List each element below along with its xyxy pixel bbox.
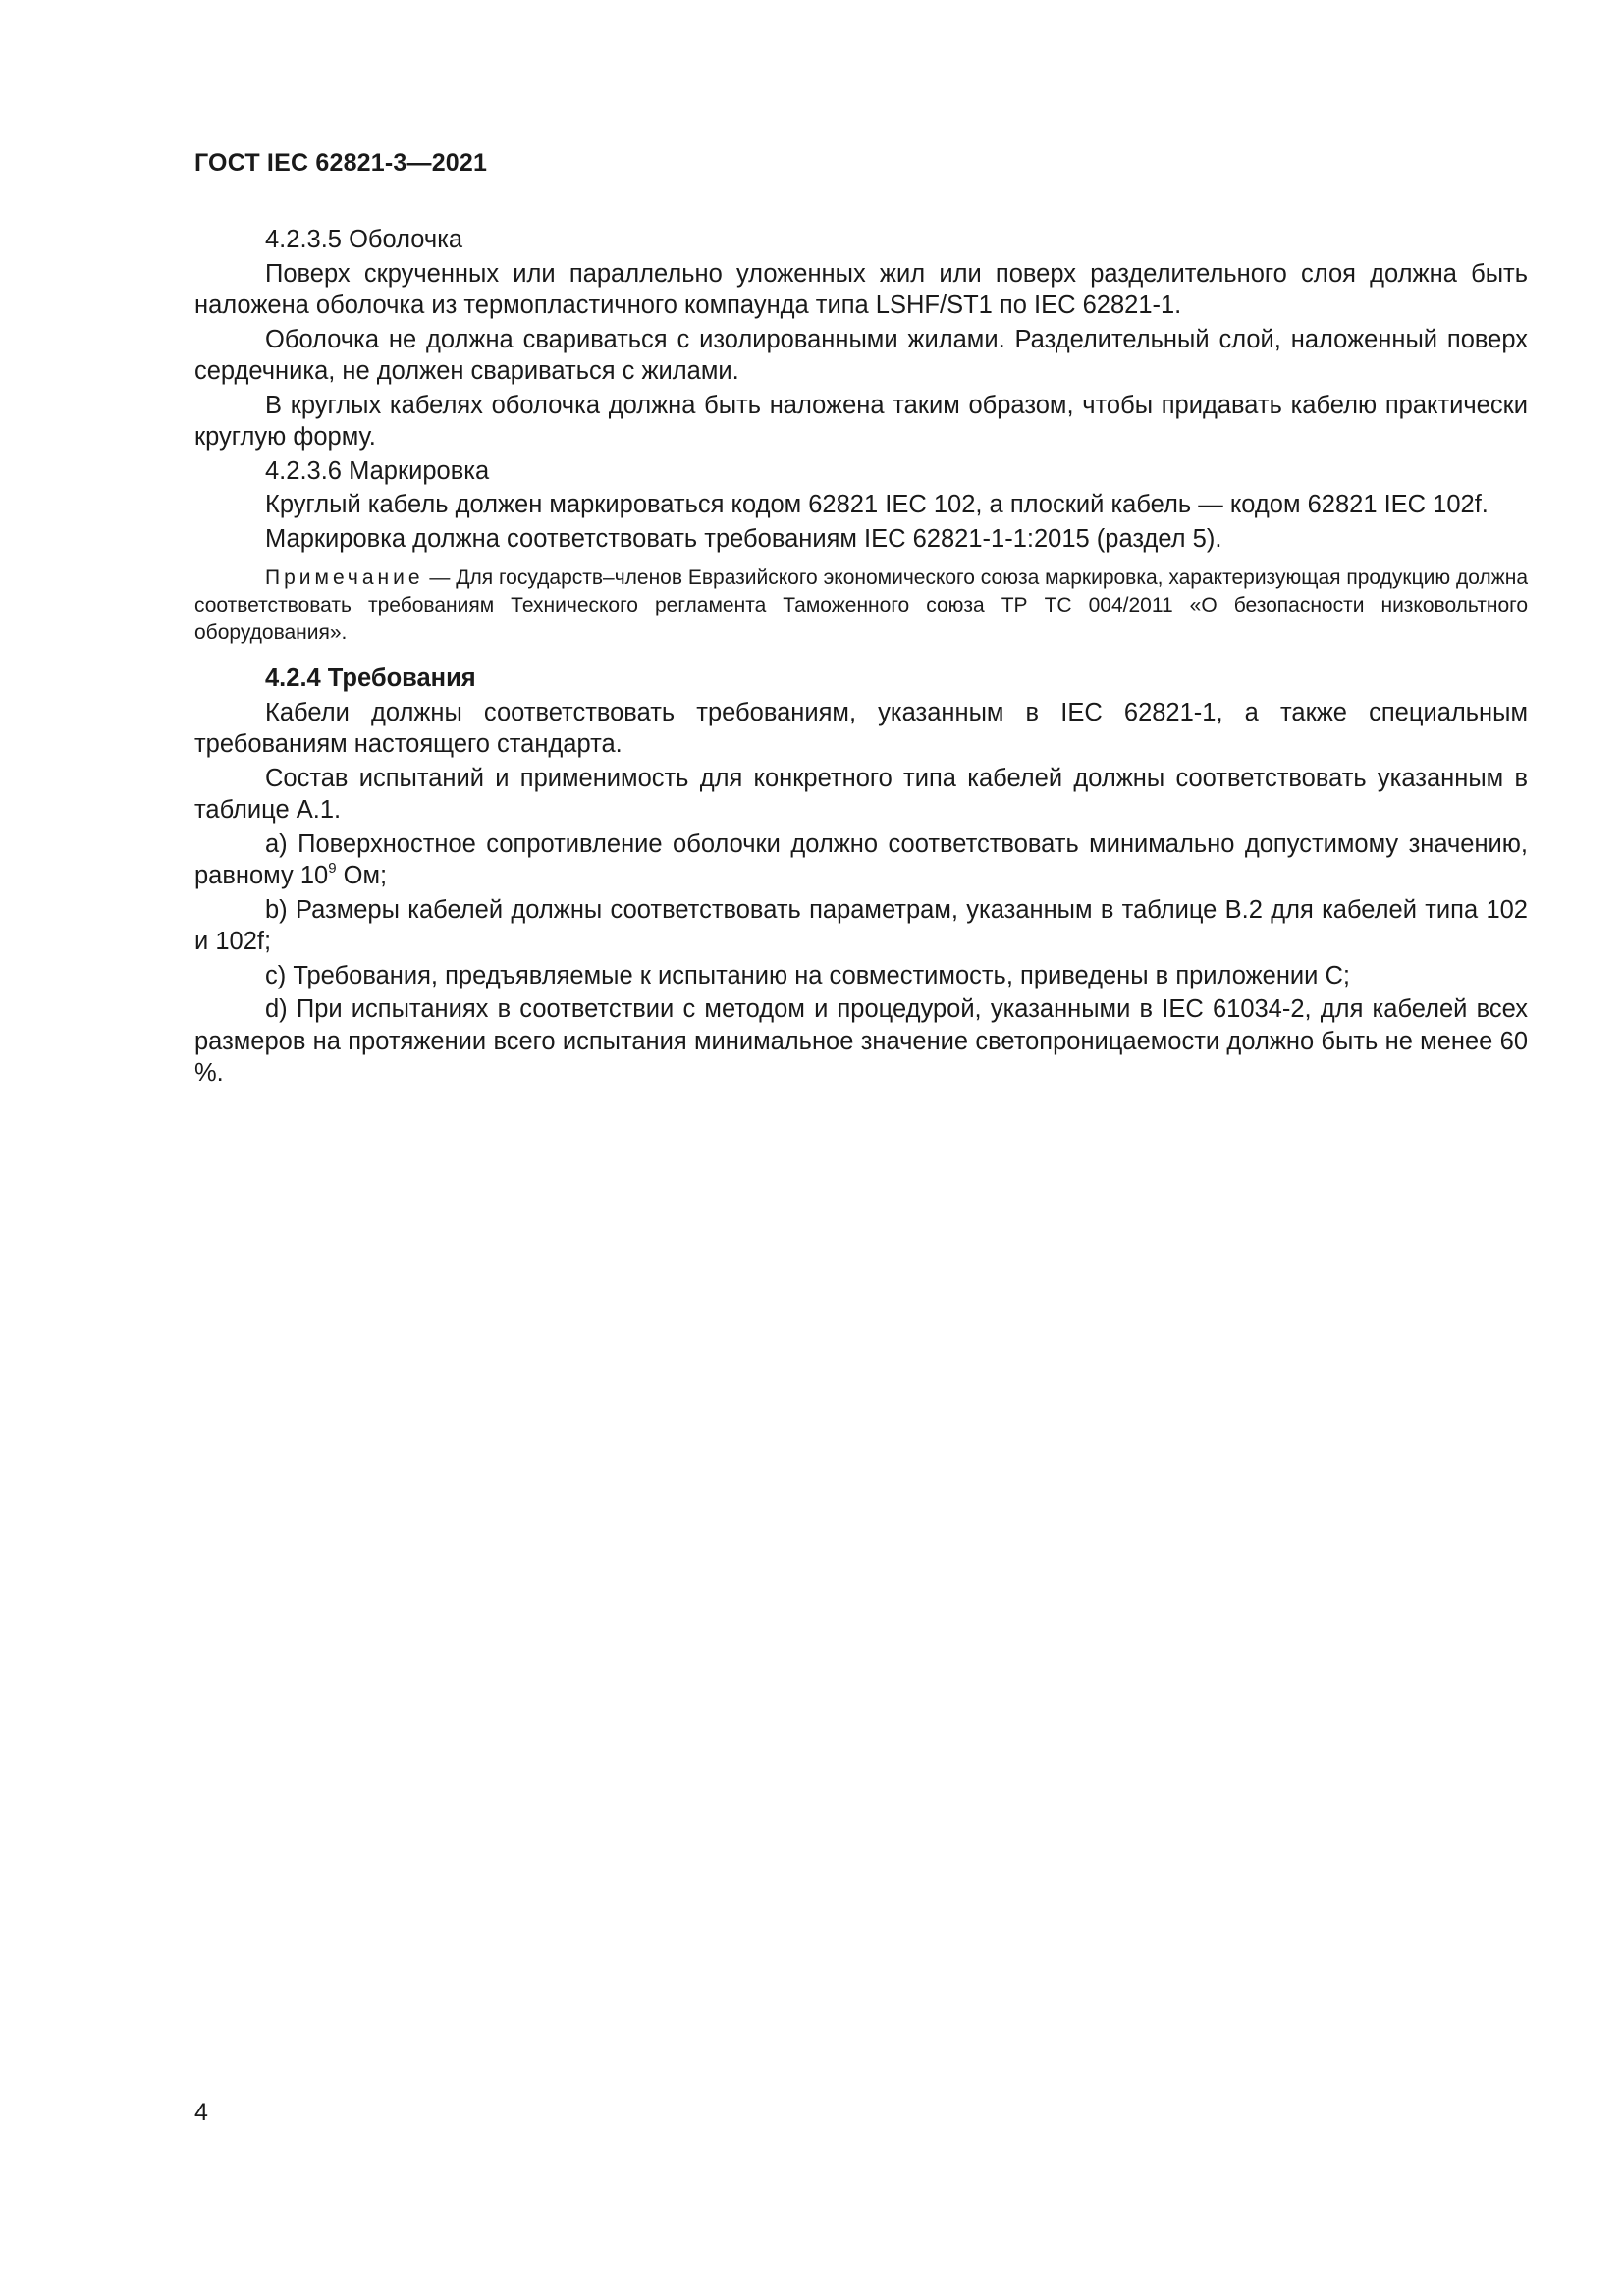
requirement-item-b: b) Размеры кабелей должны соответствовать параметрам, указанным в таблице В.2 для кабелей типа 102 и 102f; — [194, 895, 1528, 955]
section-4-2-3-6-paragraph-1: Круглый кабель должен маркироваться кодом 62821 IEC 102, а плоский кабель — кодом 62821 IEC 102f. — [265, 491, 1489, 518]
section-4-2-3-5-title: 4.2.3.5 Оболочка — [265, 226, 463, 253]
section-4-2-4-paragraph-2: Состав испытаний и применимость для конкретного типа кабелей должны соответствовать указанным в таблице А.1. — [194, 764, 1528, 824]
note-block — [194, 564, 1528, 647]
requirement-item-d: d) При испытаниях в соответствии с методом и процедурой, указанными в IEC 61034-2, для кабелей всех размеров на протяжении всего испытания минимальное значение светопроницаемости должно быть не менее 60 %. — [194, 995, 1528, 1087]
requirement-item-a-text: a) Поверхностное сопротивление оболочки должно соответствовать минимально допустимому значению, равному 10 — [194, 829, 1528, 889]
page-number: 4 — [194, 2099, 208, 2126]
page-header-standard-code: ГОСТ IEC 62821-3—2021 — [194, 149, 488, 177]
requirement-item-c: c) Требования, предъявляемые к испытанию на совместимость, приведены в приложении С; — [265, 961, 1351, 989]
section-4-2-3-5-paragraph-2: Оболочка не должна свариваться с изолированными жилами. Разделительный слой, наложенный поверх сердечника, не должен свариваться с жилами. — [194, 325, 1528, 385]
document-body — [194, 224, 1528, 1092]
note-text: — Для государств–членов Евразийского экономического союза маркировка, характеризующая продукцию должна соответствовать требованиям Технического регламента Таможенного союза ТР ТС 004/2011 «О безопасности низковольтного оборудования». — [194, 566, 1528, 644]
section-4-2-4-title: 4.2.4 Требования — [265, 665, 476, 692]
section-4-2-3-6-paragraph-2: Маркировка должна соответствовать требованиям IEC 62821-1-1:2015 (раздел 5). — [265, 524, 1222, 553]
section-4-2-3-6-title: 4.2.3.6 Маркировка — [265, 456, 490, 485]
section-4-2-3-5-paragraph-3: В круглых кабелях оболочка должна быть наложена таким образом, чтобы придавать кабелю практически круглую форму. — [194, 391, 1528, 451]
requirement-item-a-unit: Ом; — [336, 862, 388, 889]
section-4-2-4-paragraph-1: Кабели должны соответствовать требованиям, указанным в IEC 62821-1, а также специальным требованиям настоящего стандарта. — [194, 698, 1528, 758]
section-4-2-3-5-paragraph-1: Поверх скрученных или параллельно уложенных жил или поверх разделительного слоя должна быть наложена оболочка из термопластичного компаунда типа LSHF/ST1 по IEC 62821-1. — [194, 259, 1528, 319]
requirement-item-a-exponent: 9 — [328, 860, 337, 877]
requirement-item-a — [194, 828, 1528, 892]
note-label: Примечание — [265, 566, 424, 589]
